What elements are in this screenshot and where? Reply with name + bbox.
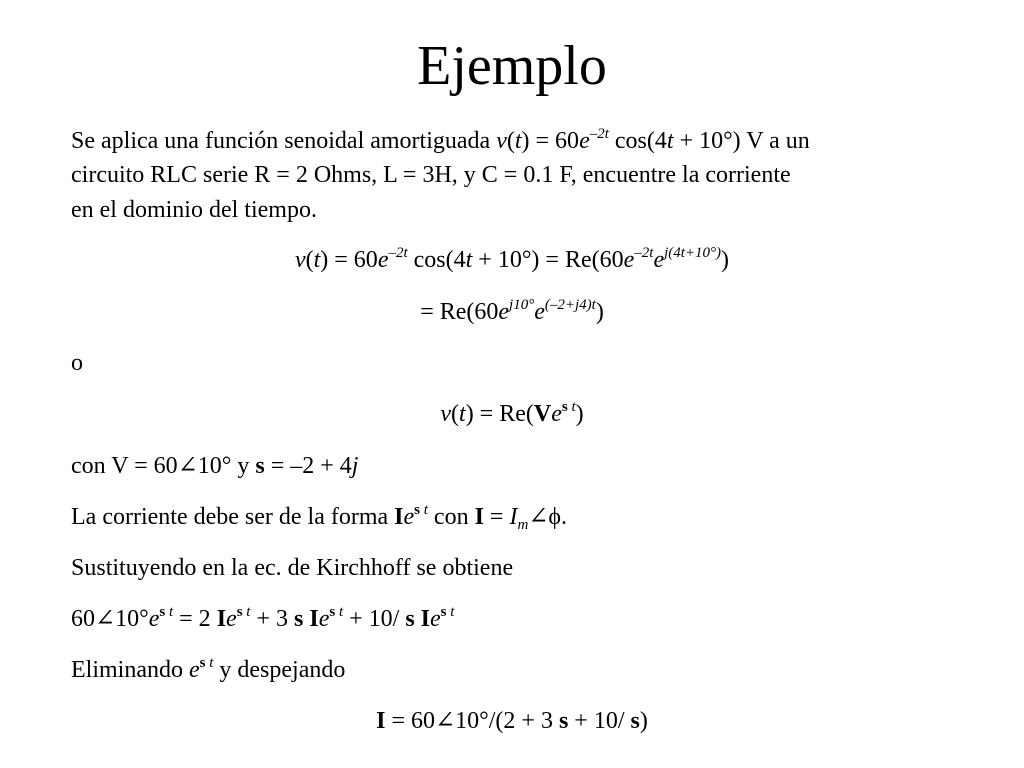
equation-2: = $Re(60e^{j10^\circ}e^{(-2+j4)t})$ bbox=[420, 297, 604, 325]
slide-title: Ejemplo bbox=[417, 35, 607, 97]
equation-1: $v(t) = 60e^{-2t}$ $\cos(4t + 10^\circ) = Re(60e^{-2t}e^{j(4t+10^\circ)})$ bbox=[294, 245, 730, 273]
intro-line-2: circuito RLC serie R = 2 Ohms, L = 3H, y C = 0.1 F, encuentre la corriente bbox=[71, 162, 791, 188]
equation-3: $v(t) = Re(Ve^{s t})$ bbox=[440, 399, 584, 427]
con-line: con V = 60∠10° y s = –2 + 4j bbox=[71, 453, 359, 479]
corriente-line: La corriente debe ser de la forma $Ie^{s t}$ con $I = I_m\angle\phi$. bbox=[71, 502, 568, 533]
sustituyendo-line: Sustituyendo en la ec. de Kirchhoff se obtiene bbox=[71, 555, 514, 581]
result-equation: I = 60∠10°/(2 + 3 s + 10/ s) bbox=[376, 708, 648, 734]
intro-line-3: en el dominio del tiempo. bbox=[71, 197, 317, 223]
intro-line-1: Se aplica una función senoidal amortiguada $v(t) = 60e^{-2t}$ cos(4t + 10°) V a un bbox=[71, 126, 810, 154]
or-text: o bbox=[71, 350, 83, 376]
eliminando-line: Eliminando $e^{s t}$ y despejando bbox=[71, 655, 346, 683]
kirchhoff-equation: $60\angle 10^\circ e^{s t} = 2$ $Ie^{s t} + 3$ s $Ie^{s t} + 10/$ s $Ie^{s t}$ bbox=[71, 604, 455, 632]
